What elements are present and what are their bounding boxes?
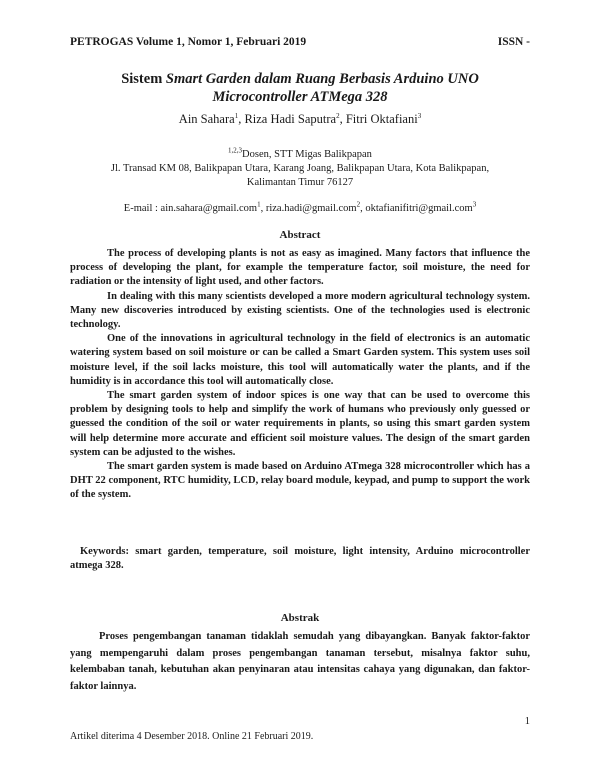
email-2[interactable]: , riza.hadi@gmail.com — [260, 203, 357, 214]
affiliation-address-2: Kalimantan Timur 76127 — [246, 177, 354, 188]
abstract-paragraph: The smart garden system of indoor spices is one way that can be used to overcome this problem by designing tools to help and simplify the work of humans who previously only guessed or guessed the condition of the soil or water requirements in plants, so using this smart garden system will help determine more accurate and efficient soil moisture values. The design of the smart garden system can be adjusted to the wishes. — [70, 390, 530, 458]
affiliation-address-1: Jl. Transad KM 08, Balikpapan Utara, Karang Joang, Balikpapan Utara, Kota Balikpapan, — [110, 163, 490, 174]
email-3[interactable]: , oktafianifitri@gmail.com — [360, 203, 473, 214]
abstract-paragraph: In dealing with this many scientists developed a more modern agricultural technology system. Many new discoveries introduced by existing scientists. One of the technologies used is electronic technology. — [70, 290, 530, 331]
issn-label: ISSN - — [497, 36, 530, 48]
footer-note: Artikel diterima 4 Desember 2018. Online 21 Februari 2019. — [70, 731, 314, 742]
page-number: 1 — [524, 716, 530, 727]
author-2: Riza Hadi Saputra — [244, 112, 337, 126]
affiliation-sup: 1,2,3 — [228, 146, 243, 155]
author-1-sup: 1 — [234, 111, 239, 120]
email-3-sup: 3 — [472, 200, 477, 209]
affiliation — [70, 148, 530, 190]
paper-title — [60, 70, 540, 106]
title-part-2: Smart Garden dalam Ruang Berbasis Arduino UNO — [165, 71, 479, 87]
author-3: Fitri Oktafiani — [345, 112, 418, 126]
abstract-paragraph: One of the innovations in agricultural technology in the field of electronics is an automatic watering system based on soil moisture or can be called a Smart Garden system. This system uses soil moisture level, if the soil lacks moisture, this tool will automatically water the plants, and if the humidity is in accordance this tool will automatically close. — [70, 333, 530, 387]
email-prefix: E-mail : — [123, 203, 161, 214]
author-3-sup: 3 — [417, 111, 422, 120]
keywords: Keywords: smart garden, temperature, soil moisture, light intensity, Arduino microcontroller atmega 328. — [70, 546, 530, 572]
author-separator: , — [238, 112, 245, 126]
title-line-2: Microcontroller ATMega 328 — [212, 89, 388, 105]
affiliation-role: Dosen, STT Migas Balikpapan — [242, 149, 372, 160]
author-list — [60, 112, 540, 127]
email-1-sup: 1 — [257, 200, 261, 209]
author-separator: , — [339, 112, 346, 126]
abstrak-paragraph: Proses pengembangan tanaman tidaklah semudah yang dibayangkan. Banyak faktor-faktor yang mempengaruhi dalam proses pengembangan tanaman tersebut, misalnya faktor suhu, kelembaban tanah, kebutuhan akan penyinaran atau intensitas cahaya yang digunakan, dan faktor-faktor lainnya. — [70, 631, 530, 692]
abstract-paragraph: The process of developing plants is not as easy as imagined. Many factors that influence the process of developing the plant, for example the temperature factor, soil moisture, the need for radiation or the intensity of light used, and other factors. — [70, 248, 530, 288]
journal-info: PETROGAS Volume 1, Nomor 1, Februari 2019 — [70, 36, 307, 48]
abstrak-heading: Abstrak — [280, 612, 320, 624]
affiliation-role-line — [70, 148, 530, 162]
abstract-body — [70, 247, 530, 503]
email-2-sup: 2 — [356, 200, 361, 209]
abstrak-body — [70, 629, 530, 695]
abstract-paragraph: The smart garden system is made based on Arduino ATmega 328 microcontroller which has a DHT 22 component, RTC humidity, LCD, relay board module, keypad, and pump to support the work of the system. — [70, 461, 530, 501]
running-header — [70, 36, 530, 48]
email-1[interactable]: ain.sahara@gmail.com — [160, 203, 258, 214]
author-2-sup: 2 — [336, 111, 340, 120]
author-1: Ain Sahara — [178, 112, 235, 126]
email-line — [60, 200, 540, 214]
abstract-heading: Abstract — [279, 229, 321, 241]
title-part-1: Sistem — [121, 71, 166, 87]
